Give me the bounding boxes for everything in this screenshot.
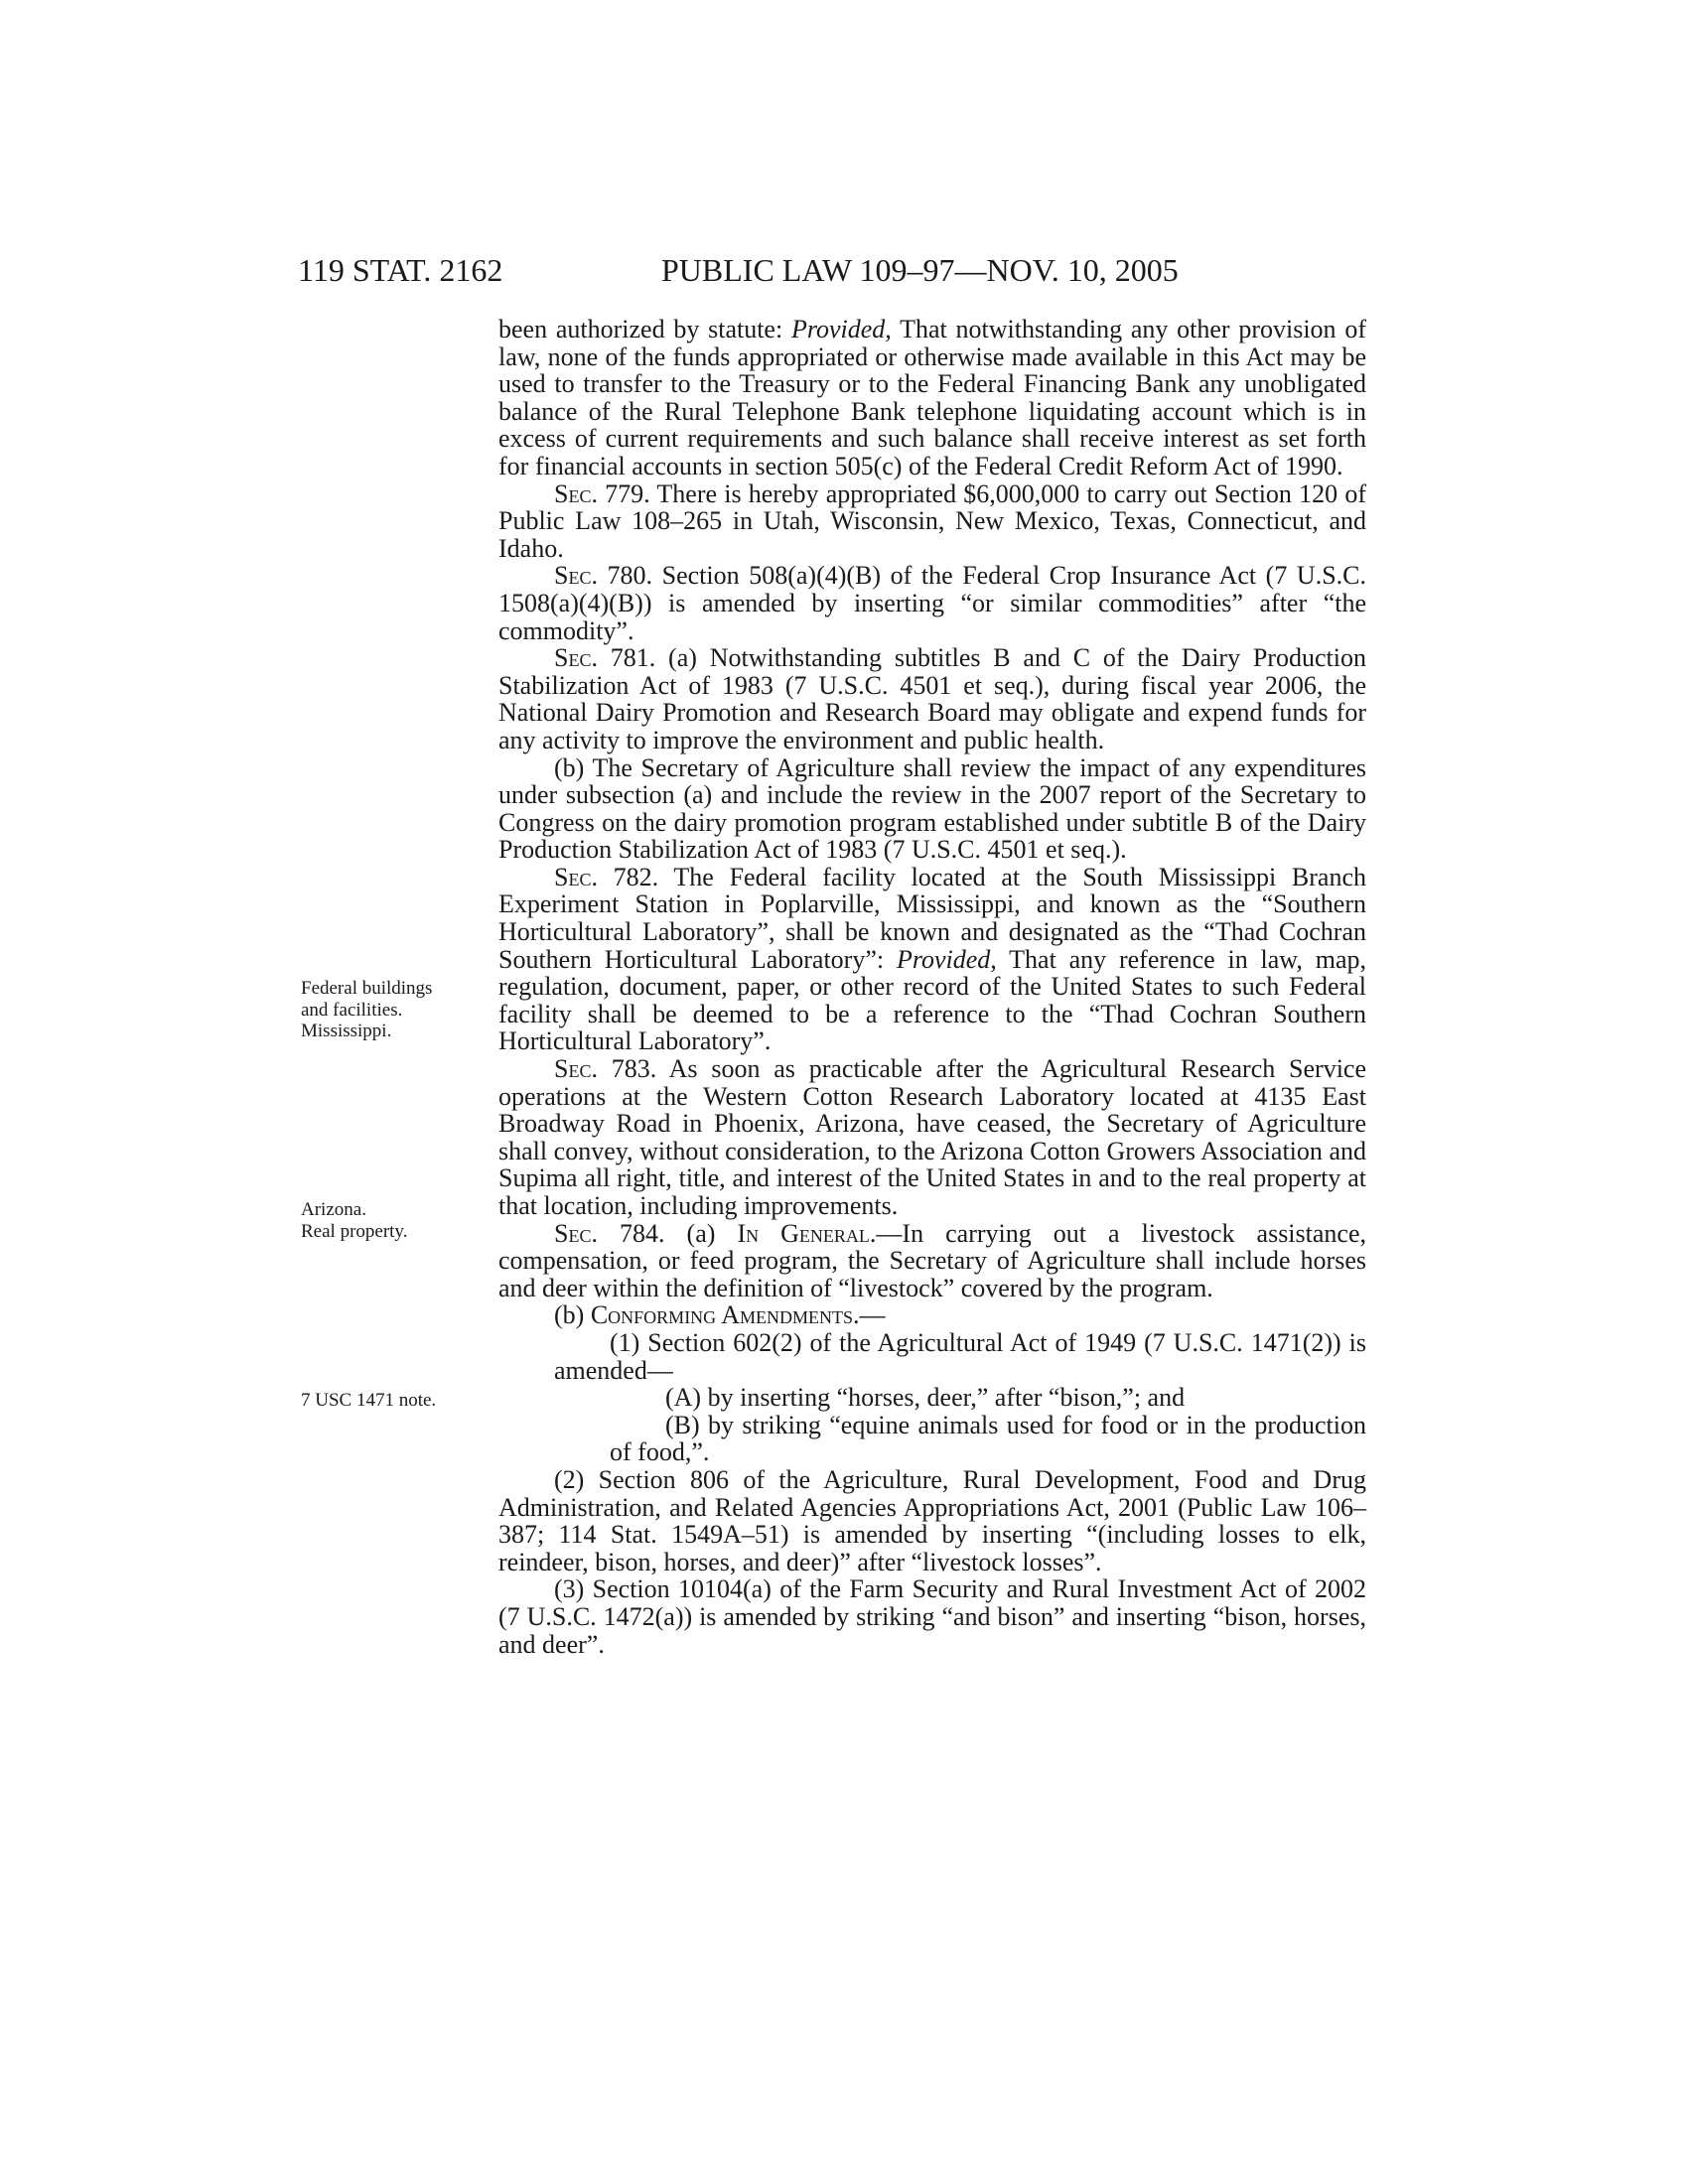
subparagraph-b1-B: (B) by striking “equine animals used for food or in the production of food,”. [610,1410,1366,1467]
section-782: Sec. 782. The Federal facility located at the South Mississippi Branch Experiment Station in Poplarville, Mississippi, and known as the “Southern Horticultural Laboratory”, shall be known and designated as the “Thad Cochran Southern Horticultural Laboratory”: Provided, That any reference in law, map, regulation, document, paper, or other record of the United States to such Federal facility shall be deemed to be a reference to the “Thad Cochran Southern Horticultural Laboratory”. [498,862,1366,1056]
sec-label: Sec. [554,1218,598,1248]
stat-page-number: 119 STAT. 2162 [298,252,503,288]
margin-note-usc [301,1390,480,1412]
sec-label: Sec. [554,1054,598,1084]
subparagraph-b1-A: (A) by inserting “horses, deer,” after “bison,”; and [665,1383,1186,1413]
paragraph-b3: (3) Section 10104(a) of the Farm Security and Rural Investment Act of 2002 (7 U.S.C. 1472(a)) is amended by striking “and bison” and inserting “bison, horses, and deer”. [498,1574,1366,1659]
provided-italic: Provided, [790,315,892,343]
subsection-b-heading: (b) Conforming Amendments.— [554,1300,886,1330]
section-779: Sec. 779. There is hereby appropriated $6,000,000 to carry out Section 120 of Public Law 108–265 in Utah, Wisconsin, New Mexico, Texas, Connecticut, and Idaho. [498,478,1366,563]
margin-note-arizona [301,1199,480,1242]
margin-note-line: 7 USC 1471 note. [301,1390,437,1411]
margin-note-federal-buildings [301,978,480,1042]
sec-label: Sec. [554,643,598,673]
subsection-heading: In General [737,1218,870,1248]
sec-label: Sec. [554,478,598,508]
margin-note-line: Arizona. [301,1199,366,1220]
running-header [298,250,1390,290]
margin-note-line: Mississippi. [301,1021,392,1041]
public-law-citation: PUBLIC LAW 109–97—NOV. 10, 2005 [661,252,1179,288]
margin-note-line: and facilities. [301,999,403,1021]
section-780: Sec. 780. Section 508(a)(4)(B) of the Federal Crop Insurance Act (7 U.S.C. 1508(a)(4)(B)) is amended by inserting “or similar commodities” after “the commodity”. [498,561,1366,645]
subsection-heading: Conforming Amendments [590,1300,854,1330]
body-text [498,316,1366,1658]
margin-note-line: Real property. [301,1220,408,1242]
section-783: Sec. 783. As soon as practicable after the Agricultural Research Service operations at the Western Cotton Research Laboratory located at 4135 East Broadway Road in Phoenix, Arizona, have ceased, the Secretary of Agriculture shall convey, without consideration, to the Arizona Cotton Growers Association and Supima all right, title, and interest of the United States in and to the real property at that location, including improvements. [498,1054,1366,1220]
paragraph-continuation: been authorized by statute: Provided, That notwithstanding any other provision of law, none of the funds appropriated or otherwise made available in this Act may be used to transfer to the Treasury or to the Federal Financing Bank any unobligated balance of the Rural Telephone Bank telephone liquidating account which is in excess of current requirements and such balance shall receive interest as set forth for financial accounts in section 505(c) of the Federal Credit Reform Act of 1990. [498,315,1366,480]
sec-label: Sec. [554,862,598,891]
section-781: Sec. 781. (a) Notwithstanding subtitles B and C of the Dairy Production Stabilization Act of 1983 (7 U.S.C. 4501 et seq.), during fiscal year 2006, the National Dairy Promotion and Research Board may obligate and expend funds for any activity to improve the environment and public health. [498,643,1366,754]
paragraph-b2: (2) Section 806 of the Agriculture, Rural Development, Food and Drug Administration, and Related Agencies Appropriations Act, 2001 (Public Law 106–387; 114 Stat. 1549A–51) is amended by inserting “(including losses to elk, reindeer, bison, horses, and deer)” after “livestock losses”. [498,1464,1366,1576]
sec-label: Sec. [554,561,598,591]
paragraph-b1: (1) Section 602(2) of the Agricultural Act of 1949 (7 U.S.C. 1471(2)) is amended— [554,1327,1366,1385]
provided-italic: Provided, [896,944,997,974]
section-781-b: (b) The Secretary of Agriculture shall review the impact of any expenditures under subsection (a) and include the review in the 2007 report of the Secretary to Congress on the dairy promotion program established under subtitle B of the Dairy Production Stabilization Act of 1983 (7 U.S.C. 4501 et seq.). [498,752,1366,865]
section-784: Sec. 784. (a) In General.—In carrying out a livestock assistance, compensation, or feed program, the Secretary of Agriculture shall include horses and deer within the definition of “livestock” covered by the program. [498,1218,1366,1302]
margin-note-line: Federal buildings [301,978,433,999]
